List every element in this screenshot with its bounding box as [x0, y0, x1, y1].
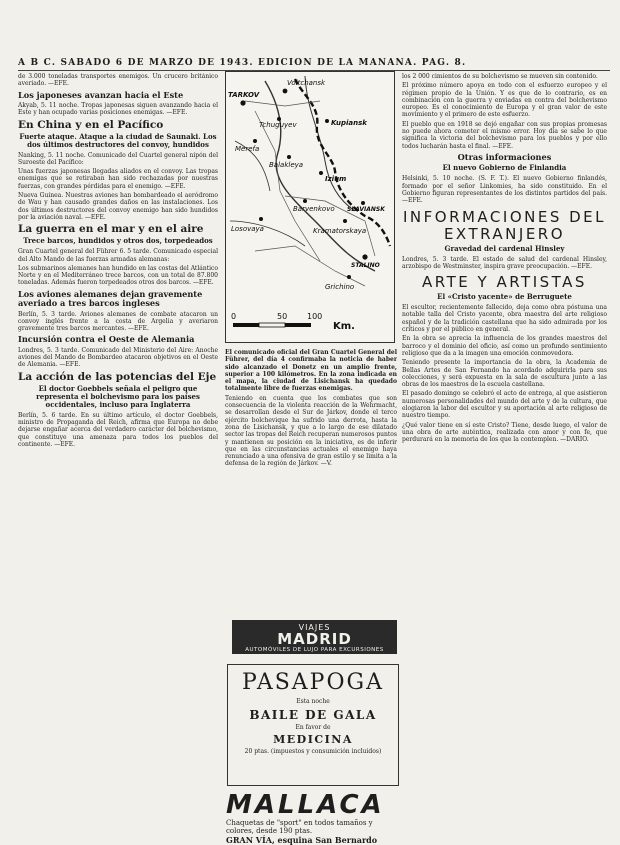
article-text: los 2 000 cimientos de su bolchevismo se mueven sin contenido. — [402, 73, 598, 80]
article-text: El escultor, recientemente fallecido, deja como obra póstuma una notable talla del Cristo yacente, obra maestra del arte religioso español y de la tradición castellana que ha sido admirada por los críticos y por el público en general. — [402, 304, 607, 334]
article-text: El próximo número apoya en todo con el esfuerzo europeo y el régimen propio de la Unión. Y es que de lo contrario, es en combinación con la guerra y enviadas en contra del bolchevismo europeo. Es el conocimiento de Europa y el gran valor de este movimiento y el primero de este esfuerzo. — [402, 82, 607, 119]
subheadline-finland: El nuevo Gobierno de Finlandia — [442, 163, 567, 173]
subheadline-goebbels: El doctor Goebbels señala el peligro que representa el bolchevismo para los países occidentales, incluso para Inglaterra — [36, 383, 200, 409]
map-label: Kupiansk — [331, 119, 367, 127]
map-label: Barvenkovo — [293, 205, 335, 213]
article-text: Berlín, 5. 3 tarde. Aviones alemanes de combate atacaron un convoy inglés frente a la costa de Argelia y averiaron gravemente tres barcos mercantes. —EFE. — [18, 310, 218, 333]
subheadline-china-pacific: Fuerte ataque. Ataque a la ciudad de Saunaki. Los dos últimos destructores del convoy, hundidos — [19, 131, 217, 149]
headline-foreign-news: INFORMACIONES DEL EXTRANJERO — [402, 207, 607, 243]
map-label: STALINO — [351, 262, 380, 269]
ad-pasapoga-price: 20 ptas. (impuestos y consumición incluidos) — [244, 748, 382, 755]
ad-pasapoga — [227, 664, 399, 786]
subheadline-cristo-yacente: El «Cristo yacente» de Berruguete — [437, 292, 572, 302]
caption-text: El comunicado oficial del Gran Cuartel General del Führer, del día 4 confirmaba la noticia de haber sido alcanzado el Donetz en un amplio frente, superior a 100 kilómetros. En la zona indicada en el mapa, la ciudad de Lisichansk ha quedado totalmente libre de fuerzas enemigas. — [225, 349, 397, 393]
ad-mallaca — [226, 790, 402, 845]
ad-pasapoga-title: PASAPOGA — [242, 670, 384, 695]
headline-incursion-west-germany: Incursión contra el Oeste de Alemania — [18, 334, 195, 345]
map-label: SLAVIANSK — [347, 206, 385, 213]
article-text: El pueblo que en 1918 se dejó engañar con sus propias promesas no puede ahora cometer el mismo error. Hoy día se sabe lo que significa la victoria del bolchevismo para los pueblos y por ello todos lucharán hasta el final. —EFE. — [402, 120, 607, 150]
map-label: Voltchansk — [287, 79, 326, 87]
headline-japanese-advance: Los japoneses avanzan hacia el Este — [18, 89, 184, 100]
headline-german-planes: Los aviones alemanes dejan gravemente averiado a tres barcos ingleses — [18, 288, 203, 309]
article-text: Berlín, 5. 6 tarde. En su último artículo, el doctor Goebbels, ministro de Propaganda del Reich, afirma que Europa no debe dejarse engañar acerca del verdadero carácter del bolchevismo, que constituye una amenaza para todos los pueblos del continente. —EFE. — [18, 411, 218, 448]
ad-pasapoga-fav: En favor de — [295, 724, 331, 731]
scale-label: 50 — [277, 312, 288, 321]
map-label: Merefa — [235, 145, 260, 153]
article-text: Teniendo presente la importancia de la obra, la Academia de Bellas Artes de San Fernando ha acordado adquirirla para sus colecciones, y será expuesta en la sala de escultura junto a las obras de los maestros de la escuela castellana. — [402, 359, 607, 389]
article-text: Unas fuerzas japonesas llegadas aliados en el convoy. Las tropas enemigas que se retiraban han sido rechazadas por nuestras fuerzas, con grandes pérdidas para el enemigo. —EFE. — [18, 168, 218, 190]
scale-label: 100 — [307, 312, 323, 321]
headline-other-news: Otras informaciones — [457, 151, 552, 162]
ad-mallaca-address: GRAN VÍA, esquina San Bernardo — [226, 835, 378, 845]
ad-pasapoga-gala: BAILE DE GALA — [249, 708, 377, 722]
scale-label: Km. — [333, 321, 355, 332]
scale-label: 0 — [231, 312, 237, 321]
article-text: Akyab, 5. 11 noche. Tropas japonesas siguen avanzando hacia el Este y han ocupado varias posiciones enemigas. —EFE. — [18, 102, 218, 117]
headline-china-pacific: En China y en el Pacífico — [18, 118, 164, 131]
ad-viajes-madrid — [232, 620, 397, 654]
article-text: ¿Qué valor tiene en sí este Cristo? Tiene, desde luego, el valor de una obra de arte auténtica, realizada con amor y con fe, que perdurará en la memoria de los que la contemplen. —DARIO. — [402, 421, 607, 444]
map-label: Losovaya — [231, 225, 264, 233]
subheadline-hinsley: Gravedad del cardenal Hinsley — [444, 243, 565, 253]
headline-axis-action: La acción de las potencias del Eje — [18, 370, 217, 383]
map-label: Grichino — [325, 283, 355, 291]
right-column — [402, 73, 607, 843]
article-text: Londres, 5. 3 tarde. El estado de salud del cardenal Hinsley, arzobispo de Westminster, inspira grave preocupación. —EFE. — [402, 255, 607, 270]
left-column — [18, 73, 218, 843]
article-text: Nanking, 5. 11 noche. Comunicado del Cuartel general nipón del Suroeste del Pacífico: — [18, 151, 218, 166]
subheadline-war-sea-air: Trece barcos, hundidos y otros dos, torpedeados — [23, 236, 213, 246]
headline-art-artists: ARTE Y ARTISTAS — [422, 273, 587, 292]
article-text: Nueva Guinea. Nuestras aviones han bombardeado el aeródromo de Wau y han causado grandes daños en las instalaciones. Los dos últimos destructores del convoy enemigo han sido hundidos por la aviación naval. —EFE. — [18, 192, 218, 221]
map-label: Balakleya — [269, 161, 304, 169]
ad-viajes-name: MADRID — [277, 630, 352, 648]
article-text: Gran Cuartel general del Führer 6. 5 tarde. Comunicado especial del Alto Mando de las fuerzas armadas alemanas: — [18, 248, 218, 263]
map-label: Izium — [325, 175, 347, 183]
ad-pasapoga-sub: Esta noche — [296, 698, 330, 705]
map-label: Kramatorskaya — [313, 227, 367, 235]
ad-viajes-top: VIAJES — [298, 623, 331, 632]
article-text: El pasado domingo se celebró el acto de entrega, al que asistieron numerosas personalidades del mundo del arte y de la cultura, que elogiaron la labor del escultor y su aportación al arte religioso de nuestro tiempo. — [402, 390, 607, 420]
map-label: Tchuguyev — [259, 121, 297, 129]
map-caption — [225, 349, 397, 470]
map-frame — [225, 71, 395, 343]
article-text: En la obra se aprecia la influencia de los grandes maestros del barroco y el dominio del oficio, así como un profundo sentimiento religioso que da a la imagen una emoción conmovedora. — [402, 335, 607, 357]
intro-text: de 3.000 toneladas transportes enemigos. Un crucero británico averiado. —EFE. — [18, 73, 218, 88]
page-header: A B C. SABADO 6 DE MARZO DE 1943. EDICION DE LA MAÑANA. PAG. 8. — [18, 58, 467, 68]
ad-mallaca-brand: MALLACA — [226, 790, 385, 820]
ad-pasapoga-medicina: MEDICINA — [273, 733, 353, 746]
map-label: TARKOV — [228, 91, 260, 99]
article-text: Helsinki, 5. 10 noche. (S. F. T.). El nuevo Gobierno finlandés, formado por el señor Linkomies, ha sido constituido. En el Gobierno figuran representantes de los distintos partidos del país. —EFE. — [402, 175, 607, 205]
article-text: Londres, 5. 3 tarde. Comunicado del Ministerio del Aire: Anoche aviones del Mando de Bombardeo atacaron objetivos en el Oeste de Alemania. —EFE. — [18, 346, 218, 369]
headline-war-sea-air: La guerra en el mar y en el aire — [18, 223, 204, 236]
ad-mallaca-line: Chaquetas de "sport" en todos tamaños y colores, desde 190 ptas. — [226, 819, 373, 835]
article-text: Los submarinos alemanes han hundido en las costas del Atlántico Norte y en el Mediterráneo trece barcos, con un total de 87.800 toneladas. Además fueron torpedeados otros dos barcos. —EFE. — [18, 264, 218, 287]
caption-text: Teniendo en cuenta que los combates que son consecuencia de la violenta reacción de la Wehrmacht, se desarrollan desde el Sur de Járkov, donde el terco ejército bolchevique ha sufrido una derrota, hasta la zona de Lisichansk, y que a lo largo de ese dilatado sector las tropas del Reich recuperan numerosos puntos y mantienen su posición en la iniciativa, es de inferir que en las circunstancias actuales el enemigo haya renunciado a una ofensiva de gran estilo y se limita a la defensa de la región de Járkov. —V. — [225, 394, 397, 468]
ad-viajes-sub: AUTOMÓVILES DE LUJO PARA EXCURSIONES — [245, 647, 384, 653]
